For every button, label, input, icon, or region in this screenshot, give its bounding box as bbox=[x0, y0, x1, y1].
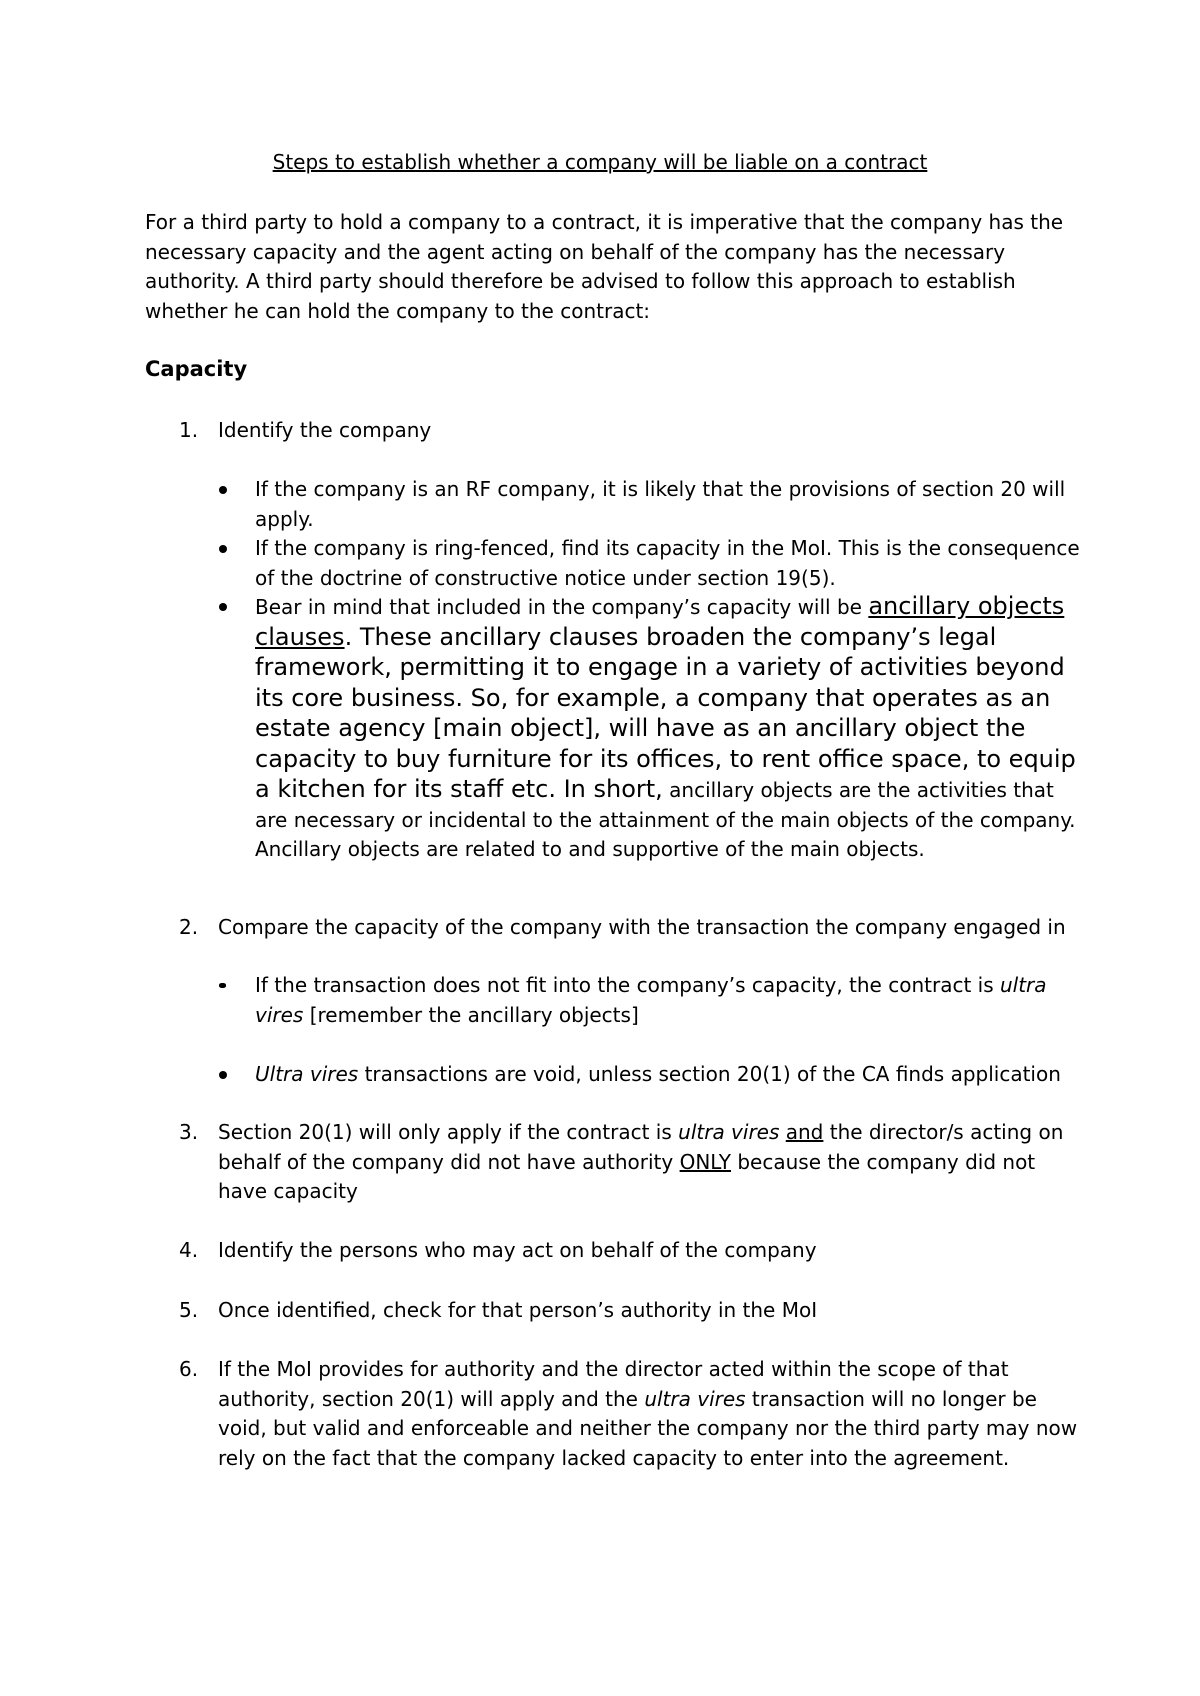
list-number: 1. bbox=[179, 418, 199, 442]
ultra-vires-term: ultra vires bbox=[678, 1120, 780, 1144]
list-text-part: because the company did not have capacity bbox=[218, 1149, 1036, 1203]
bullet-text: If the company is ring-fenced, find its capacity in the MoI. This is the consequence of the doctrine of constructive notice under section 19(5). bbox=[255, 536, 1080, 590]
list-number: 6. bbox=[179, 1357, 199, 1381]
list-number: 4. bbox=[179, 1238, 199, 1262]
bullet-text-part: If the transaction does not fit into the company’s capacity, the contract is bbox=[255, 973, 1000, 997]
ultra-vires-term: ultra vires bbox=[644, 1386, 746, 1411]
list-number: 5. bbox=[179, 1298, 199, 1322]
bullet-text-part: ancillary objects are the activities that are necessary or incidental to the attainment of the main objects of the company. Ancillary objects are related to and supportive of the main objects. bbox=[255, 778, 1076, 861]
list-item-text: Identify the company bbox=[218, 418, 432, 442]
bullet-text-part: Bear in mind that included in the company’s capacity will be bbox=[255, 595, 869, 619]
list-text-part: If the MoI provides for authority and the director acted within the scope of that authority, section 20(1) will apply and the bbox=[218, 1357, 1009, 1411]
document-title: Steps to establish whether a company will be liable on a contract bbox=[272, 150, 928, 174]
bullet-dot-icon bbox=[219, 486, 227, 494]
bullet-text-part: [remember the ancillary objects] bbox=[303, 1002, 639, 1027]
bullet-text bbox=[255, 1060, 1085, 1090]
bullet-dot-icon bbox=[219, 983, 226, 988]
bullet-text: If the company is an RF company, it is likely that the provisions of section 20 will apply. bbox=[255, 477, 1066, 531]
list-item-text: Once identified, check for that person’s authority in the MoI bbox=[218, 1298, 818, 1322]
list-text-part: transaction will no longer be void, but valid and enforceable and neither the company nor the third party may now rely on the fact that the company lacked capacity to enter into the agreement. bbox=[218, 1386, 1078, 1470]
bullet-dot-icon bbox=[219, 1071, 227, 1079]
ultra-vires-term: ultra vires bbox=[255, 973, 1047, 1027]
list-item-text: Identify the persons who may act on behalf of the company bbox=[218, 1238, 817, 1262]
bullet-text-part: . These ancillary clauses broaden the company’s legal framework, permitting it to engage in a variety of activities beyond its core business. So, for example, a company that operates as an estate agency [main object], will have as an ancillary object the capacity to buy furniture for its offices, to rent office space, to equip a kitchen for its staff etc. In short, bbox=[255, 622, 1076, 803]
list-item-text bbox=[218, 1355, 1088, 1473]
only-emphasis: ONLY bbox=[679, 1149, 731, 1174]
bullet-text-part: transactions are void, unless section 20(1) of the CA finds application bbox=[358, 1062, 1061, 1086]
and-emphasis: and bbox=[785, 1120, 824, 1144]
bullet-text bbox=[255, 592, 1085, 865]
list-item-text bbox=[218, 1118, 1088, 1207]
section-heading-capacity: Capacity bbox=[145, 357, 248, 381]
bullet-text bbox=[255, 971, 1085, 1030]
intro-paragraph: For a third party to hold a company to a contract, it is imperative that the company has the necessary capacity and the agent acting on behalf of the company has the necessary authority. A third party should therefore be advised to follow this approach to establish whether he can hold the company to the contract: bbox=[145, 210, 1064, 323]
list-item-text: Compare the capacity of the company with the transaction the company engaged in bbox=[218, 915, 1066, 939]
list-number: 3. bbox=[179, 1120, 199, 1144]
ancillary-objects-clauses-term: ancillary objects clauses bbox=[255, 592, 1065, 651]
bullet-dot-icon bbox=[219, 545, 227, 553]
list-text-part: Section 20(1) will only apply if the contract is bbox=[218, 1120, 679, 1144]
bullet-dot-icon bbox=[219, 603, 227, 611]
list-number: 2. bbox=[179, 915, 199, 939]
ultra-vires-term: Ultra vires bbox=[255, 1062, 359, 1086]
list-text-part: the director/s acting on behalf of the company did not have authority bbox=[218, 1120, 1064, 1174]
